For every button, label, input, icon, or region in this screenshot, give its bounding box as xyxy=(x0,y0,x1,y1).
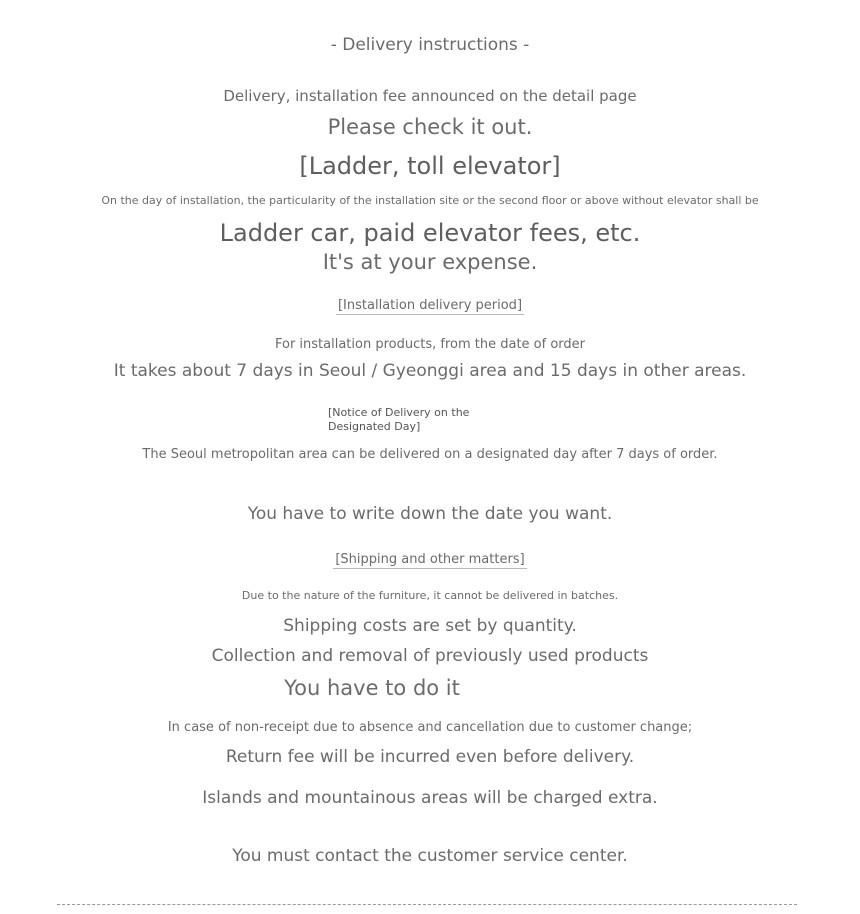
do-it-note: You have to do it xyxy=(284,676,460,700)
batch-note: Due to the nature of the furniture, it cannot be delivered in batches. xyxy=(241,589,619,602)
fee-note: Delivery, installation fee announced on the detail page xyxy=(223,87,637,105)
page-title: - Delivery instructions - xyxy=(330,35,530,55)
contact-note: You must contact the customer service center. xyxy=(232,846,628,866)
check-note: Please check it out. xyxy=(327,115,533,139)
installation-day-note: On the day of installation, the particularity of the installation site or the second floor or above without elevator shall be xyxy=(101,194,759,207)
shipping-costs: Shipping costs are set by quantity. xyxy=(283,616,577,636)
return-fee: Return fee will be incurred even before delivery. xyxy=(225,747,635,767)
shipping-heading: [Shipping and other matters] xyxy=(335,552,525,567)
period-intro: For installation products, from the date of order xyxy=(274,337,586,352)
islands-note: Islands and mountainous areas will be charged extra. xyxy=(202,788,658,808)
ladder-heading: [Ladder, toll elevator] xyxy=(299,152,561,180)
period-detail: It takes about 7 days in Seoul / Gyeonggi area and 15 days in other areas. xyxy=(113,361,747,381)
designated-note: The Seoul metropolitan area can be delivered on a designated day after 7 days of order. xyxy=(142,447,718,462)
delivery-period-heading: [Installation delivery period] xyxy=(337,298,523,313)
designated-heading: [Notice of Delivery on the Designated Day] xyxy=(328,406,470,433)
nonreceipt-note: In case of non-receipt due to absence and cancellation due to customer change; xyxy=(167,720,693,735)
shipping-section xyxy=(0,552,860,569)
divider xyxy=(57,904,797,905)
expense-note: It's at your expense. xyxy=(322,250,538,274)
delivery-period-section xyxy=(0,298,860,315)
ladder-fees: Ladder car, paid elevator fees, etc. xyxy=(219,219,641,247)
write-date: You have to write down the date you want. xyxy=(247,504,613,524)
collection-note: Collection and removal of previously used products xyxy=(211,646,649,666)
